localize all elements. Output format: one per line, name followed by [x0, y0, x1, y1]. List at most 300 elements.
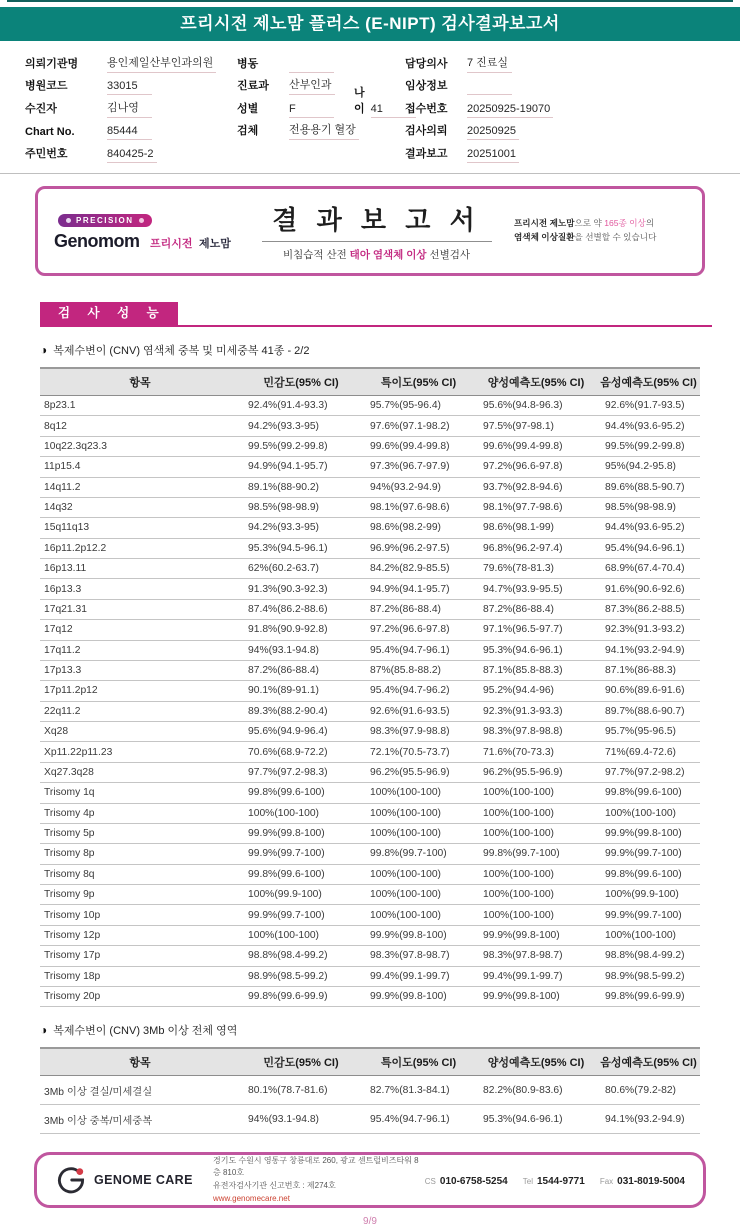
value-cell: 99.8%(99.6-100): [597, 864, 700, 884]
patient-info-col-3: [405, 50, 740, 163]
value-cell: 98.3%(97.8-98.7): [362, 946, 475, 966]
value-cell: 100%(100-100): [362, 783, 475, 803]
value-cell: 99.8%(99.6-100): [597, 783, 700, 803]
field-label: 수진자: [25, 102, 57, 115]
value-cell: 87%(85.8-88.2): [362, 660, 475, 680]
value-cell: 98.8%(98.4-99.2): [597, 946, 700, 966]
value-cell: 97.2%(96.6-97.8): [475, 457, 597, 477]
table-row: [40, 844, 700, 864]
value-cell: 99.8%(99.7-100): [475, 844, 597, 864]
contact-value: 031-8019-5004: [617, 1176, 685, 1188]
table-row: [40, 986, 700, 1006]
value-cell: 87.2%(86-88.4): [240, 660, 362, 680]
value-cell: 95.4%(94.7-96.1): [362, 640, 475, 660]
value-cell: 96.2%(95.5-96.9): [362, 762, 475, 782]
value-cell: 96.8%(96.2-97.4): [475, 538, 597, 558]
value-cell: 94.4%(93.6-95.2): [597, 518, 700, 538]
value-cell: 90.1%(89-91.1): [240, 681, 362, 701]
value-cell: 68.9%(67.4-70.4): [597, 559, 700, 579]
table-row: [40, 925, 700, 945]
value-cell: 95.3%(94.5-96.1): [240, 538, 362, 558]
value-cell: 79.6%(78-81.3): [475, 559, 597, 579]
subsection-title: 복제수변이 (CNV) 염색체 중복 및 미세중복 41종 - 2/2: [53, 345, 310, 357]
value-cell: 100%(100-100): [475, 905, 597, 925]
item-cell: 17p13.3: [40, 660, 240, 680]
field-label: 주민번호: [25, 147, 68, 160]
value-cell: 98.9%(98.5-99.2): [597, 966, 700, 986]
table-row: [40, 681, 700, 701]
table-row: [40, 620, 700, 640]
info-row: [405, 140, 740, 163]
field-value: 용인제일산부인과의원: [107, 54, 216, 73]
table-row: [40, 783, 700, 803]
column-header: 특이도(95% CI): [362, 368, 475, 396]
field-label: 병동: [237, 57, 259, 70]
item-cell: 22q11.2: [40, 701, 240, 721]
value-cell: 99.9%(99.8-100): [597, 823, 700, 843]
field-label: 진료과: [237, 80, 269, 92]
info-row: [405, 118, 740, 141]
cnv-region-table: [40, 1047, 700, 1134]
table-row: [40, 722, 700, 742]
value-cell: 95.3%(94.6-96.1): [475, 640, 597, 660]
value-cell: 95.4%(94.7-96.2): [362, 681, 475, 701]
value-cell: 95.6%(94.9-96.4): [240, 722, 362, 742]
brand-kr-dark: 제노맘: [198, 237, 231, 250]
info-row: [25, 50, 237, 73]
item-cell: Xq28: [40, 722, 240, 742]
field-value: 20250925: [467, 125, 519, 140]
value-cell: 99.5%(99.2-99.8): [597, 436, 700, 456]
value-cell: 99.6%(99.4-99.8): [362, 436, 475, 456]
field-label: 임상정보: [405, 80, 448, 92]
value-cell: 99.9%(99.8-100): [475, 925, 597, 945]
table-row: [40, 762, 700, 782]
value-cell: 91.6%(90.6-92.6): [597, 579, 700, 599]
table-row: [40, 416, 700, 436]
info-row: [25, 140, 237, 163]
footer-brand-name: GENOME CARE: [94, 1173, 193, 1188]
info-row: [405, 73, 740, 96]
banner-center: [239, 200, 514, 262]
value-cell: 99.8%(99.6-100): [240, 783, 362, 803]
value-cell: 97.7%(97.2-98.3): [240, 762, 362, 782]
value-cell: 96.9%(96.2-97.5): [362, 538, 475, 558]
section-title-chip: 검 사 성 능: [40, 302, 178, 326]
field-label: 검사의뢰: [405, 125, 448, 137]
value-cell: 97.7%(97.2-98.2): [597, 762, 700, 782]
genome-care-logo: [55, 1164, 213, 1196]
value-cell: 71.6%(70-73.3): [475, 742, 597, 762]
value-cell: 100%(100-100): [362, 905, 475, 925]
field-label: 결과보고: [405, 147, 448, 160]
value-cell: 100%(100-100): [362, 823, 475, 843]
field-value: 85444: [107, 125, 152, 140]
value-cell: 100%(100-100): [475, 803, 597, 823]
promo-l2-bold: 염색체 이상질환: [514, 231, 575, 242]
value-cell: 100%(100-100): [362, 885, 475, 905]
value-cell: 99.8%(99.6-99.9): [597, 986, 700, 1006]
table-header-row: [40, 1048, 700, 1076]
value-cell: 100%(100-100): [475, 823, 597, 843]
table-row: [40, 579, 700, 599]
promo-brand: 프리시전 제노맘: [514, 217, 575, 228]
value-cell: 97.6%(97.1-98.2): [362, 416, 475, 436]
item-cell: 17q21.31: [40, 599, 240, 619]
item-cell: 15q11q13: [40, 518, 240, 538]
page-number: 9/9: [363, 1216, 377, 1227]
value-cell: 99.8%(99.6-100): [240, 864, 362, 884]
subsection-cnv-duplication: [40, 342, 700, 358]
banner-divider: [262, 241, 492, 242]
value-cell: 92.6%(91.7-93.5): [597, 396, 700, 416]
table-row: [40, 742, 700, 762]
value-cell: 82.7%(81.3-84.1): [362, 1076, 475, 1105]
value-cell: 95.4%(94.7-96.1): [362, 1105, 475, 1134]
value-cell: 100%(100-100): [597, 803, 700, 823]
value-cell: 94.1%(93.2-94.9): [597, 1105, 700, 1134]
column-header: 특이도(95% CI): [362, 1048, 475, 1076]
value-cell: 89.6%(88.5-90.7): [597, 477, 700, 497]
value-cell: 94.7%(93.9-95.5): [475, 579, 597, 599]
value-cell: 94.9%(94.1-95.7): [362, 579, 475, 599]
info-row: [405, 95, 740, 118]
value-cell: 98.3%(97.8-98.8): [475, 722, 597, 742]
item-cell: Trisomy 17p: [40, 946, 240, 966]
value-cell: 92.3%(91.3-93.2): [597, 620, 700, 640]
table-row: [40, 864, 700, 884]
info-row: [25, 118, 237, 141]
value-cell: 94.9%(94.1-95.7): [240, 457, 362, 477]
info-row: [25, 95, 237, 118]
brand-wordmark: [54, 231, 239, 252]
footer-website-link[interactable]: www.genomecare.net: [213, 1194, 290, 1204]
value-cell: 97.1%(96.5-97.7): [475, 620, 597, 640]
item-cell: 3Mb 이상 중복/미세중복: [40, 1105, 240, 1134]
value-cell: 72.1%(70.5-73.7): [362, 742, 475, 762]
value-cell: 95.4%(94.6-96.1): [597, 538, 700, 558]
table-row: [40, 885, 700, 905]
value-cell: 95.6%(94.8-96.3): [475, 396, 597, 416]
item-cell: Trisomy 5p: [40, 823, 240, 843]
precision-badge: [58, 214, 152, 227]
info-row: [237, 118, 405, 141]
subsection-cnv-region: [40, 1022, 700, 1038]
item-cell: Trisomy 10p: [40, 905, 240, 925]
genome-care-logo-icon: [55, 1164, 87, 1196]
brand-name: Genomom: [54, 230, 140, 251]
footer-registration: 유전자검사기관 신고번호 : 제274호: [213, 1181, 336, 1191]
banner-title: 결 과 보 고 서: [272, 204, 481, 235]
value-cell: 91.3%(90.3-92.3): [240, 579, 362, 599]
table-header-row: [40, 368, 700, 396]
footer-contact: [600, 1171, 685, 1189]
value-cell: 98.5%(98-98.9): [240, 497, 362, 517]
table-row: [40, 1105, 700, 1134]
item-cell: 16p13.11: [40, 559, 240, 579]
column-header: 항목: [40, 1048, 240, 1076]
value-cell: 100%(99.9-100): [597, 885, 700, 905]
item-cell: Trisomy 1q: [40, 783, 240, 803]
table-row: [40, 966, 700, 986]
value-cell: 98.5%(98-98.9): [597, 497, 700, 517]
info-row: [237, 50, 405, 73]
value-cell: 100%(99.9-100): [240, 885, 362, 905]
field-value: 33015: [107, 80, 152, 95]
value-cell: 99.9%(99.8-100): [240, 823, 362, 843]
info-row: [237, 73, 405, 96]
table-row: [40, 477, 700, 497]
field-value: 7 진료실: [467, 54, 512, 73]
cnv-duplication-table-wrap: [40, 367, 700, 1007]
value-cell: 87.1%(86-88.3): [597, 660, 700, 680]
patient-info-section: [0, 41, 740, 174]
value-cell: 80.1%(78.7-81.6): [240, 1076, 362, 1105]
table-row: [40, 946, 700, 966]
banner-subtitle-highlight: 태아 염색체 이상: [349, 248, 427, 261]
patient-info-col-2: [237, 50, 405, 163]
item-cell: 10q22.3q23.3: [40, 436, 240, 456]
field-value: F: [289, 103, 334, 118]
item-cell: 14q32: [40, 497, 240, 517]
value-cell: 98.9%(98.5-99.2): [240, 966, 362, 986]
contact-label: Fax: [599, 1177, 614, 1187]
value-cell: 99.9%(99.8-100): [475, 986, 597, 1006]
table-row: [40, 518, 700, 538]
table-row: [40, 905, 700, 925]
report-title-bar: 프리시전 제노맘 플러스 (E-NIPT) 검사결과보고서: [0, 7, 740, 41]
value-cell: 100%(100-100): [475, 864, 597, 884]
contact-value: 010-6758-5254: [439, 1176, 508, 1188]
item-cell: Trisomy 20p: [40, 986, 240, 1006]
column-header: 음성예측도(95% CI): [597, 368, 700, 396]
table-row: [40, 538, 700, 558]
footer-contact: [523, 1171, 585, 1189]
item-cell: Trisomy 9p: [40, 885, 240, 905]
value-cell: 99.9%(99.7-100): [240, 844, 362, 864]
field-value: 20251001: [467, 148, 519, 163]
item-cell: 11p15.4: [40, 457, 240, 477]
item-cell: Trisomy 4p: [40, 803, 240, 823]
item-cell: Xq27.3q28: [40, 762, 240, 782]
value-cell: 96.2%(95.5-96.9): [475, 762, 597, 782]
info-row: [405, 50, 740, 73]
promo-l2-rest: 을 선별할 수 있습니다: [574, 231, 657, 242]
value-cell: 95.7%(95-96.5): [597, 722, 700, 742]
value-cell: 99.6%(99.4-99.8): [475, 436, 597, 456]
item-cell: 3Mb 이상 결실/미세결실: [40, 1076, 240, 1105]
value-cell: 80.6%(79.2-82): [597, 1076, 700, 1105]
value-cell: 99.9%(99.7-100): [597, 844, 700, 864]
table-row: [40, 497, 700, 517]
item-cell: 17p11.2p12: [40, 681, 240, 701]
table-row: [40, 436, 700, 456]
field-label: 의뢰기관명: [25, 57, 79, 70]
field-label: Chart No.: [25, 126, 75, 138]
value-cell: 87.3%(86.2-88.5): [597, 599, 700, 619]
table-row: [40, 701, 700, 721]
brand-kr-pink: 프리시전: [149, 237, 193, 250]
value-cell: 100%(100-100): [597, 925, 700, 945]
value-cell: 99.9%(99.7-100): [597, 905, 700, 925]
value-cell: 84.2%(82.9-85.5): [362, 559, 475, 579]
value-cell: 99.5%(99.2-99.8): [240, 436, 362, 456]
value-cell: 89.7%(88.6-90.7): [597, 701, 700, 721]
value-cell: 95.3%(94.6-96.1): [475, 1105, 597, 1134]
value-cell: 100%(100-100): [240, 803, 362, 823]
footer-address: 경기도 수원시 영통구 창룡대로 260, 광교 센트럴비즈타워 8층 810호: [213, 1155, 419, 1178]
item-cell: 8q12: [40, 416, 240, 436]
value-cell: 94.4%(93.6-95.2): [597, 416, 700, 436]
value-cell: 100%(100-100): [475, 783, 597, 803]
value-cell: 89.3%(88.2-90.4): [240, 701, 362, 721]
table-row: [40, 803, 700, 823]
banner-subtitle-post: 선별검사: [426, 248, 471, 261]
value-cell: 90.6%(89.6-91.6): [597, 681, 700, 701]
footer-contacts: [425, 1171, 685, 1189]
value-cell: 95%(94.2-95.8): [597, 457, 700, 477]
result-report-banner: [35, 186, 705, 276]
value-cell: 100%(100-100): [240, 925, 362, 945]
footer: [34, 1152, 706, 1208]
cnv-duplication-table: [40, 367, 700, 1007]
field-label: 접수번호: [405, 102, 448, 115]
value-cell: 95.2%(94.4-96): [475, 681, 597, 701]
value-cell: 92.4%(91.4-93.3): [240, 396, 362, 416]
contact-value: 1544-9771: [536, 1176, 585, 1188]
banner-promo-text: [514, 217, 686, 245]
column-header: 민감도(95% CI): [240, 368, 362, 396]
value-cell: 100%(100-100): [362, 803, 475, 823]
subsection-title: 복제수변이 (CNV) 3Mb 이상 전체 영역: [53, 1025, 238, 1038]
value-cell: 99.9%(99.8-100): [362, 925, 475, 945]
column-header: 민감도(95% CI): [240, 1048, 362, 1076]
value-cell: 98.6%(98.2-99): [362, 518, 475, 538]
banner-subtitle: [239, 247, 514, 262]
item-cell: 8p23.1: [40, 396, 240, 416]
value-cell: 71%(69.4-72.6): [597, 742, 700, 762]
value-cell: 82.2%(80.9-83.6): [475, 1076, 597, 1105]
value-cell: 94%(93.2-94.9): [362, 477, 475, 497]
item-cell: Xp11.22p11.23: [40, 742, 240, 762]
value-cell: 99.4%(99.1-99.7): [475, 966, 597, 986]
test-performance-section-head: [40, 302, 712, 328]
value-cell: 98.3%(97.9-98.8): [362, 722, 475, 742]
table-row: [40, 559, 700, 579]
field-label: 병원코드: [25, 80, 68, 92]
cnv-region-table-wrap: [40, 1047, 700, 1134]
value-cell: 62%(60.2-63.7): [240, 559, 362, 579]
value-cell: 99.8%(99.6-99.9): [240, 986, 362, 1006]
badge-dot-right-icon: [139, 218, 144, 223]
value-cell: 98.3%(97.8-98.7): [475, 946, 597, 966]
value-cell: 99.8%(99.7-100): [362, 844, 475, 864]
value-cell: 92.6%(91.6-93.5): [362, 701, 475, 721]
value-cell: 99.9%(99.8-100): [362, 986, 475, 1006]
item-cell: 14q11.2: [40, 477, 240, 497]
value-cell: 87.4%(86.2-88.6): [240, 599, 362, 619]
field-label: 검체: [237, 125, 259, 137]
column-header: 양성예측도(95% CI): [475, 368, 597, 396]
contact-label: Tel: [522, 1177, 533, 1187]
genomom-logo: [54, 210, 239, 252]
table-row: [40, 396, 700, 416]
table-row: [40, 823, 700, 843]
table-row: [40, 660, 700, 680]
item-cell: Trisomy 8q: [40, 864, 240, 884]
field-value: 840425-2: [107, 148, 157, 163]
value-cell: 92.3%(91.3-93.3): [475, 701, 597, 721]
field-label: 담당의사: [405, 57, 448, 70]
contact-label: CS: [424, 1177, 436, 1187]
value-cell: 98.1%(97.6-98.6): [362, 497, 475, 517]
value-cell: 98.8%(98.4-99.2): [240, 946, 362, 966]
column-header: 양성예측도(95% CI): [475, 1048, 597, 1076]
column-header: 항목: [40, 368, 240, 396]
item-cell: Trisomy 18p: [40, 966, 240, 986]
field-value: 41: [371, 103, 416, 118]
field-value: 김나영: [107, 99, 152, 118]
value-cell: 95.7%(95-96.4): [362, 396, 475, 416]
field-value: 전용용기 혈장: [289, 121, 359, 140]
value-cell: 87.2%(86-88.4): [475, 599, 597, 619]
footer-address-block: [213, 1155, 425, 1206]
top-divider: [7, 0, 733, 2]
banner-subtitle-pre: 비침습적 산전: [282, 248, 350, 261]
table-row: [40, 457, 700, 477]
badge-dot-left-icon: [66, 218, 71, 223]
value-cell: 94.1%(93.2-94.9): [597, 640, 700, 660]
value-cell: 89.1%(88-90.2): [240, 477, 362, 497]
value-cell: 100%(100-100): [475, 885, 597, 905]
item-cell: 17q11.2: [40, 640, 240, 660]
half-circle-icon: ◑: [40, 343, 48, 357]
column-header: 음성예측도(95% CI): [597, 1048, 700, 1076]
precision-badge-label: PRECISION: [76, 215, 134, 225]
promo-count-highlight: 165종 이상: [604, 217, 646, 228]
value-cell: 93.7%(92.8-94.6): [475, 477, 597, 497]
value-cell: 97.2%(96.6-97.8): [362, 620, 475, 640]
item-cell: Trisomy 12p: [40, 925, 240, 945]
field-label: 나이: [354, 86, 365, 115]
promo-end: 의: [645, 217, 655, 228]
value-cell: 97.5%(97-98.1): [475, 416, 597, 436]
value-cell: 70.6%(68.9-72.2): [240, 742, 362, 762]
value-cell: 97.3%(96.7-97.9): [362, 457, 475, 477]
footer-contact: [425, 1171, 508, 1189]
patient-info-col-1: [25, 50, 237, 163]
item-cell: 16p11.2p12.2: [40, 538, 240, 558]
half-circle-icon: ◑: [40, 1023, 48, 1038]
field-label: 성별: [237, 102, 259, 115]
value-cell: 98.1%(97.7-98.6): [475, 497, 597, 517]
value-cell: 94.2%(93.3-95): [240, 416, 362, 436]
value-cell: 94%(93.1-94.8): [240, 1105, 362, 1134]
value-cell: 100%(100-100): [362, 864, 475, 884]
promo-mid: 으로 약: [574, 217, 605, 228]
table-row: [40, 640, 700, 660]
value-cell: 91.8%(90.9-92.8): [240, 620, 362, 640]
item-cell: 17q12: [40, 620, 240, 640]
value-cell: 94%(93.1-94.8): [240, 640, 362, 660]
item-cell: Trisomy 8p: [40, 844, 240, 864]
item-cell: 16p13.3: [40, 579, 240, 599]
table-row: [40, 599, 700, 619]
field-value: 산부인과: [289, 76, 335, 95]
value-cell: 99.4%(99.1-99.7): [362, 966, 475, 986]
info-row: [25, 73, 237, 96]
value-cell: 94.2%(93.3-95): [240, 518, 362, 538]
